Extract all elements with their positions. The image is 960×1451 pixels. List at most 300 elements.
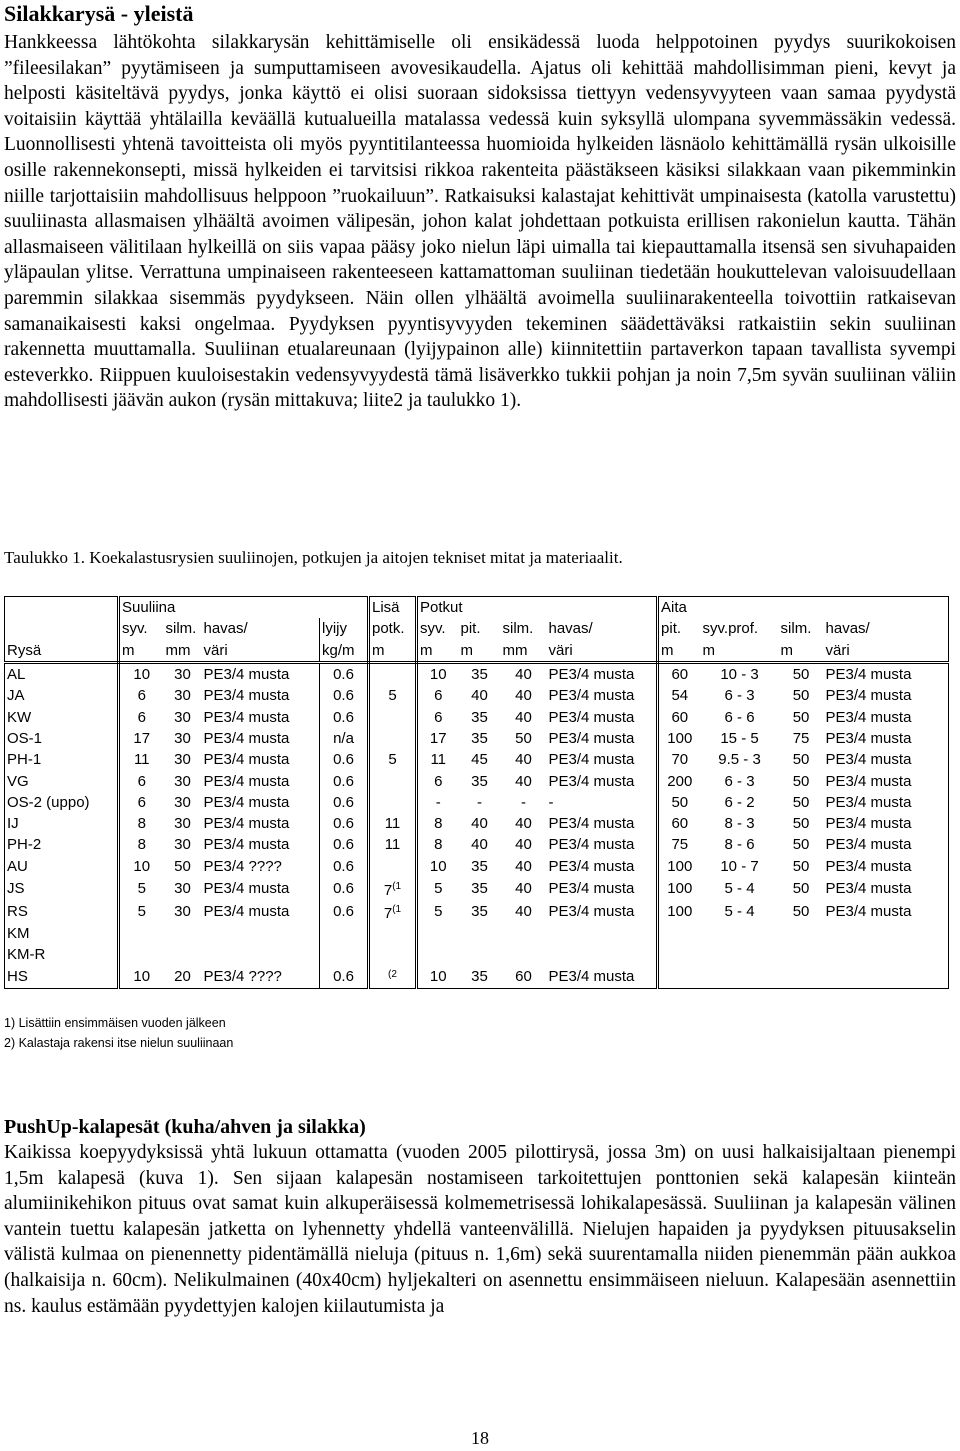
cell-value: 60: [671, 708, 689, 726]
cell-value: 20: [174, 968, 191, 986]
cell-value: 30: [174, 879, 191, 897]
table-cell: [658, 856, 701, 877]
table-cell: [824, 813, 949, 834]
cell-value: 35: [471, 666, 488, 684]
cell-value: 10 - 3: [720, 666, 759, 684]
cell-value: 100: [667, 857, 693, 875]
table-cell: [547, 965, 658, 989]
cell-value: 50: [792, 666, 810, 684]
cell-value: PE3/4 musta: [825, 729, 912, 747]
cell-value: 0.6: [333, 708, 354, 726]
cell-value: 54: [671, 687, 689, 705]
cell-value: 50: [792, 857, 810, 875]
table-cell: [658, 900, 701, 923]
table-cell: [369, 792, 417, 813]
row-label: [5, 877, 119, 900]
group-header-potkut: Potkut: [417, 597, 658, 619]
table-cell: [547, 834, 658, 855]
table-cell: [779, 877, 824, 900]
table-row: [5, 770, 949, 791]
table-cell: [779, 834, 824, 855]
table-cell: [417, 749, 459, 770]
table-cell: [779, 856, 824, 877]
cell-value: PE3/4 musta: [825, 902, 912, 920]
column-header: syv.prof.: [702, 620, 759, 638]
table-header-row: [5, 618, 949, 639]
cell-value: 30: [174, 793, 191, 811]
table-cell: [202, 834, 320, 855]
table-cell: [658, 944, 701, 965]
cell-value: -: [435, 793, 441, 811]
table-cell: [164, 685, 202, 706]
row-label: [5, 923, 119, 944]
cell-value: 0.6: [333, 879, 354, 897]
table-cell: [202, 685, 320, 706]
cell-value: 40: [515, 751, 532, 769]
cell-value: PE3/4 musta: [548, 751, 635, 769]
cell-value: PE3/4 musta: [548, 879, 635, 897]
table-cell: [824, 770, 949, 791]
cell-value: 40: [515, 815, 532, 833]
cell-value: PE3/4 musta: [203, 666, 290, 684]
footnote-marker: (2: [388, 969, 397, 981]
cell-value: 9.5 - 3: [718, 751, 761, 769]
table-cell: [501, 728, 547, 749]
table-cell: [459, 728, 501, 749]
table-cell: [320, 749, 369, 770]
column-header: havas/: [547, 618, 658, 639]
table-row: [5, 856, 949, 877]
column-header: väri: [202, 640, 320, 663]
table-cell: [701, 662, 779, 685]
cell-value: VG: [7, 772, 29, 790]
table-cell: [501, 770, 547, 791]
table-cell: [824, 834, 949, 855]
table-cell: [658, 728, 701, 749]
table-cell: [119, 900, 164, 923]
table-cell: [202, 856, 320, 877]
cell-value: PE3/4 musta: [203, 729, 290, 747]
column-header: m: [417, 640, 459, 663]
table-cell: [369, 662, 417, 685]
cell-value: 6: [137, 793, 146, 811]
footnote-marker: (1: [392, 880, 402, 892]
row-label: [5, 662, 119, 685]
table-cell: [701, 706, 779, 727]
cell-value: PE3/4 musta: [203, 708, 290, 726]
cell-value: 7: [383, 881, 393, 899]
table-cell: [701, 749, 779, 770]
body-paragraph: Hankkeessa lähtökohta silakkarysän kehittämiselle oli ensikädessä luoda helppotoinen pyydys suurikokoisen ”fileesilakan” pyytämiseen ja sumputtamiseen avovesikaudella. Ajatus oli kehittää mahdollisimman pieni, kevyt ja helposti käsiteltävä pyydys, jonka käyttö ei olisi suoraan sidoksissa tiettyyn vedensyvyyteen vaan samaa pyydystä voitaisiin käyttää yhtälailla keväällä kutualueilla matalassa vedessä kuin syksyllä ulompana syvemmässäkin vedessä. Luonnollisesti yhtenä tavoitteista oli myös pyyntitilanteessa huomioida hylkeiden läsnäolo kehittämällä rysän ulkoisille osille rakennekonsepti, missä hylkeiden ei tarvitsisi rikkoa rakenteita päästäkseen käsiksi silakkaan vaan pikemminkin niille tarjottaisiin mahdollisuus helppoon ”ruokailuun”. Ratkaisuksi kalastajat kehittivät umpinaisesta (katolla varustettu) suuliinasta allasmaisen ylhäältä avoimen välipesän, johon kalat johdettaan potkuista erillisen rakonielun kautta. Tähän allasmaiseen välitilaan hylkeillä on siis vapaa pääsy joko nielun läpi uimalla tai kiepauttamalla itsensä sen sivuhapaiden yläpaulan ylitse. Verrattuna umpinaiseen rakenteeseen kattamattoman suuliinan tiedetään houkuttelevan valoisuudellaan paremmin silakkaa sisemmäs pyydykseen. Näin ollen ylhäältä avoimella suuliinarakenteella toivottiin ratkaisevan samanaikaisesti kaksi ongelmaa. Pyydyksen pyyntisyvyyden tekeminen säädettäväksi ratkaistiin sekin suuliinan rakennetta muuttamalla. Suuliinan etualareunaan (lyijypainon alle) kiinnitettiin partaverkon tapaan tavallista syvempi esteverkko. Riippuen kuuloisestakin vedensyvyydestä tämä lisäverkko tukkii pohjan ja noin 7,5m syvän suuliinan väliin mahdollisesti jäävän aukon (rysän mittakuva; liite2 ja taulukko 1).: [4, 32, 956, 412]
column-header: m: [779, 640, 824, 663]
cell-value: PE3/4 ????: [203, 968, 282, 986]
table-cell: [459, 706, 501, 727]
cell-value: 50: [792, 687, 810, 705]
footnote: 1) Lisättiin ensimmäisen vuoden jälkeen: [4, 1016, 226, 1030]
cell-value: PE3/4 musta: [203, 751, 290, 769]
table-cell: [701, 685, 779, 706]
table-cell: [119, 877, 164, 900]
cell-value: 0.6: [333, 968, 354, 986]
table-cell: [779, 965, 824, 989]
table-cell: [369, 706, 417, 727]
table-cell: [164, 965, 202, 989]
cell-value: 50: [792, 879, 810, 897]
cell-value: PE3/4 musta: [203, 902, 290, 920]
cell-value: 30: [174, 666, 191, 684]
table-cell: [417, 944, 459, 965]
cell-value: 8: [434, 815, 443, 833]
table-cell: [119, 685, 164, 706]
table-cell: [779, 813, 824, 834]
table-cell: [119, 749, 164, 770]
cell-value: 11: [133, 751, 150, 769]
table-cell: [320, 877, 369, 900]
table-cell: [202, 944, 320, 965]
table-cell: [119, 728, 164, 749]
cell-value: 35: [471, 708, 488, 726]
table-cell: [164, 944, 202, 965]
table-cell: [824, 900, 949, 923]
cell-value: PE3/4 musta: [548, 968, 635, 986]
cell-value: 6: [434, 772, 443, 790]
cell-value: AL: [7, 666, 26, 684]
table-row: [5, 944, 949, 965]
cell-value: PE3/4 musta: [203, 836, 290, 854]
cell-value: 200: [667, 772, 693, 790]
table-cell: [701, 900, 779, 923]
cell-value: 40: [515, 857, 532, 875]
table-cell: [119, 792, 164, 813]
table-cell: [779, 944, 824, 965]
cell-value: 6 - 2: [724, 793, 755, 811]
cell-value: JS: [7, 879, 25, 897]
cell-value: 17: [429, 729, 447, 747]
column-header: pit.: [460, 620, 481, 638]
row-label: [5, 706, 119, 727]
cell-value: 0.6: [333, 751, 354, 769]
table-cell: [824, 792, 949, 813]
table-cell: [701, 944, 779, 965]
cell-value: 10: [429, 968, 447, 986]
cell-value: 6: [137, 708, 146, 726]
table-row: [5, 900, 949, 923]
cell-value: 50: [671, 793, 689, 811]
cell-value: 40: [515, 772, 532, 790]
table-cell: [119, 856, 164, 877]
table-cell: [417, 834, 459, 855]
cell-value: IJ: [7, 815, 19, 833]
table-cell: [547, 685, 658, 706]
cell-value: 40: [515, 902, 532, 920]
cell-value: PE3/4 musta: [548, 729, 635, 747]
cell-value: PE3/4 musta: [825, 857, 912, 875]
table-cell: [459, 685, 501, 706]
cell-value: 11: [384, 815, 401, 833]
cell-value: 60: [671, 666, 689, 684]
table-cell: [459, 770, 501, 791]
cell-value: 5: [137, 902, 146, 920]
table-cell: [164, 749, 202, 770]
column-header: Rysä: [5, 640, 119, 663]
cell-value: KM-R: [7, 946, 46, 964]
cell-value: 6: [137, 687, 146, 705]
table-cell: [701, 877, 779, 900]
cell-value: PE3/4 musta: [203, 772, 290, 790]
table-cell: [164, 834, 202, 855]
cell-value: PE3/4 musta: [203, 687, 290, 705]
cell-value: 50: [792, 815, 810, 833]
cell-value: PE3/4 musta: [548, 902, 635, 920]
table-cell: [824, 706, 949, 727]
cell-value: 30: [174, 687, 191, 705]
row-label: [5, 813, 119, 834]
table-cell: [369, 900, 417, 923]
cell-value: 0.6: [333, 772, 354, 790]
cell-value: 30: [174, 902, 191, 920]
table-cell: [202, 792, 320, 813]
cell-value: 50: [792, 836, 810, 854]
table-cell: [320, 965, 369, 989]
table-cell: [459, 662, 501, 685]
table-cell: [369, 944, 417, 965]
table-cell: [164, 877, 202, 900]
table-cell: [501, 923, 547, 944]
table-cell: [119, 944, 164, 965]
cell-value: 15 - 5: [720, 729, 759, 747]
table-cell: [202, 813, 320, 834]
table-cell: [824, 944, 949, 965]
column-header: pit.: [661, 620, 682, 638]
table-cell: [501, 856, 547, 877]
table-cell: [119, 813, 164, 834]
column-header: lyijy: [320, 618, 369, 639]
cell-value: 50: [792, 902, 810, 920]
table-cell: [501, 877, 547, 900]
page-number: 18: [471, 1428, 489, 1448]
table-cell: [701, 792, 779, 813]
cell-value: n/a: [333, 729, 354, 747]
table-cell: [824, 728, 949, 749]
table-cell: [459, 877, 501, 900]
cell-value: 0.6: [333, 902, 354, 920]
table-cell: [417, 900, 459, 923]
column-header: m: [119, 640, 164, 663]
table-cell: [701, 834, 779, 855]
table-cell: [417, 706, 459, 727]
cell-value: 45: [471, 751, 488, 769]
table-cell: [164, 728, 202, 749]
table-cell: [547, 813, 658, 834]
table-cell: [369, 728, 417, 749]
column-header: syv.: [122, 620, 148, 638]
cell-value: 50: [792, 772, 810, 790]
table-caption: Taulukko 1. Koekalastusrysien suuliinojen, potkujen ja aitojen tekniset mitat ja materiaalit.: [4, 548, 623, 567]
cell-value: 6 - 3: [724, 772, 755, 790]
table-row: [5, 834, 949, 855]
table-cell: [417, 728, 459, 749]
table-cell: [320, 792, 369, 813]
table-row: [5, 749, 949, 770]
table-cell: [701, 856, 779, 877]
column-header: m: [701, 640, 779, 663]
table-cell: [119, 770, 164, 791]
table-cell: [417, 685, 459, 706]
cell-value: 6: [434, 708, 443, 726]
cell-value: 35: [471, 729, 488, 747]
table-cell: [320, 685, 369, 706]
body-paragraph: Kaikissa koepyydyksissä yhtä lukuun ottamatta (vuoden 2005 pilottirysä, jossa 3m) on uusi halkaisijaltaan pienempi 1,5m kalapesä (kuva 1). Sen sijaan kalapesän nostamiseen tarkoitettujen ponttonien sekä kalapesän kiinteän alumiinikehikon pituus ovat samat kuin alkuperäisessä kolmemetrisessä lohikalapesässä. Suuliinan ja kalapesän välinen vantein tuettu kalapesän jatketta on lyhennetty yhdellä vanteenvälillä. Nielujen hapaiden ja pyydyksen pituusakselin välistä kulmaa on pienennetty pidentämällä nieluja (pituus n. 1,6m) sekä suurentamalla niiden pienemmän pään aukkoa (halkaisija n. 60cm). Nelikulmainen (40x40cm) hyljekalteri on asennettu ensimmäiseen nieluun. Kalapesään asennettiin ns. kaulus estämään pyydettyjen kalojen kiilautumista ja: [4, 1142, 956, 1317]
cell-value: 11: [430, 751, 447, 769]
table-cell: [320, 834, 369, 855]
cell-value: 5: [137, 879, 146, 897]
table-cell: [547, 792, 658, 813]
table-cell: [779, 770, 824, 791]
cell-value: AU: [7, 857, 28, 875]
cell-value: 5: [388, 687, 397, 705]
table-cell: [369, 749, 417, 770]
cell-value: 30: [174, 751, 191, 769]
cell-value: 40: [515, 666, 532, 684]
table-cell: [459, 813, 501, 834]
column-header: havas/: [202, 618, 320, 639]
table-cell: [369, 923, 417, 944]
cell-value: PE3/4 musta: [548, 666, 635, 684]
cell-value: PE3/4 musta: [825, 836, 912, 854]
table-cell: [547, 770, 658, 791]
table-row: [5, 965, 949, 989]
cell-value: 5 - 4: [724, 902, 755, 920]
cell-value: OS-1: [7, 729, 43, 747]
table-cell: [501, 792, 547, 813]
table-cell: [119, 965, 164, 989]
footnote-marker: (1: [392, 903, 402, 915]
table-cell: [547, 877, 658, 900]
column-header: syv.: [420, 620, 446, 638]
table-cell: [824, 662, 949, 685]
table-cell: [824, 685, 949, 706]
section-heading: Silakkarysä - yleistä: [4, 1, 194, 26]
table-cell: [547, 900, 658, 923]
cell-value: 35: [471, 857, 488, 875]
table-cell: [658, 685, 701, 706]
column-header: kg/m: [320, 640, 369, 663]
table-cell: [701, 813, 779, 834]
table-cell: [369, 965, 417, 989]
cell-value: 10: [133, 857, 151, 875]
cell-value: 40: [515, 836, 532, 854]
table-cell: [459, 834, 501, 855]
table-cell: [547, 706, 658, 727]
table-cell: [320, 900, 369, 923]
column-header: silm.: [780, 620, 812, 638]
table-cell: [824, 749, 949, 770]
column-header: silm.: [165, 620, 197, 638]
cell-value: 10: [133, 666, 151, 684]
table-cell: [202, 728, 320, 749]
cell-value: 50: [792, 751, 810, 769]
table-cell: [202, 706, 320, 727]
cell-value: 10: [429, 666, 447, 684]
cell-value: PE3/4 musta: [825, 751, 912, 769]
table-cell: [779, 749, 824, 770]
table-cell: [501, 685, 547, 706]
cell-value: 35: [471, 968, 488, 986]
table-cell: [547, 749, 658, 770]
table-cell: [547, 923, 658, 944]
table-cell: [547, 662, 658, 685]
cell-value: 0.6: [333, 666, 354, 684]
column-header: mm: [164, 640, 202, 663]
table-cell: [459, 856, 501, 877]
cell-value: 50: [515, 729, 532, 747]
cell-value: JA: [7, 687, 25, 705]
cell-value: 8: [434, 836, 443, 854]
column-header: mm: [501, 640, 547, 663]
cell-value: 0.6: [333, 815, 354, 833]
cell-value: 35: [471, 879, 488, 897]
table-cell: [501, 749, 547, 770]
table-cell: [119, 923, 164, 944]
cell-value: 8: [137, 836, 146, 854]
column-header: [5, 618, 119, 639]
table-cell: [779, 728, 824, 749]
table-cell: [501, 706, 547, 727]
table-cell: [320, 662, 369, 685]
cell-value: 100: [667, 879, 693, 897]
table-cell: [417, 965, 459, 989]
table-cell: [779, 662, 824, 685]
row-label: [5, 856, 119, 877]
table-cell: [701, 728, 779, 749]
cell-value: PE3/4 musta: [825, 815, 912, 833]
cell-value: 35: [471, 902, 488, 920]
table-row: [5, 877, 949, 900]
table-cell: [658, 965, 701, 989]
cell-value: PE3/4 musta: [825, 708, 912, 726]
cell-value: 0.6: [333, 836, 354, 854]
table-cell: [547, 944, 658, 965]
row-label: [5, 792, 119, 813]
column-header: m: [369, 640, 417, 663]
cell-value: PE3/4 musta: [548, 836, 635, 854]
table-cell: [824, 856, 949, 877]
cell-value: PE3/4 musta: [825, 772, 912, 790]
cell-value: 5: [388, 751, 397, 769]
cell-value: -: [477, 793, 482, 811]
cell-value: KW: [7, 708, 32, 726]
cell-value: -: [548, 793, 554, 811]
table-cell: [320, 813, 369, 834]
cell-value: PH-2: [7, 836, 42, 854]
table-cell: [501, 813, 547, 834]
table-cell: [119, 706, 164, 727]
row-label: [5, 749, 119, 770]
row-label: [5, 900, 119, 923]
table-cell: [320, 923, 369, 944]
cell-value: 6 - 6: [724, 708, 755, 726]
cell-value: PH-1: [7, 751, 42, 769]
table-cell: [119, 834, 164, 855]
table-cell: [164, 900, 202, 923]
table-cell: [369, 877, 417, 900]
cell-value: RS: [7, 902, 28, 920]
cell-value: 40: [515, 708, 532, 726]
cell-value: 50: [792, 708, 810, 726]
cell-value: 100: [667, 902, 693, 920]
table-cell: [547, 856, 658, 877]
table-cell: [459, 749, 501, 770]
